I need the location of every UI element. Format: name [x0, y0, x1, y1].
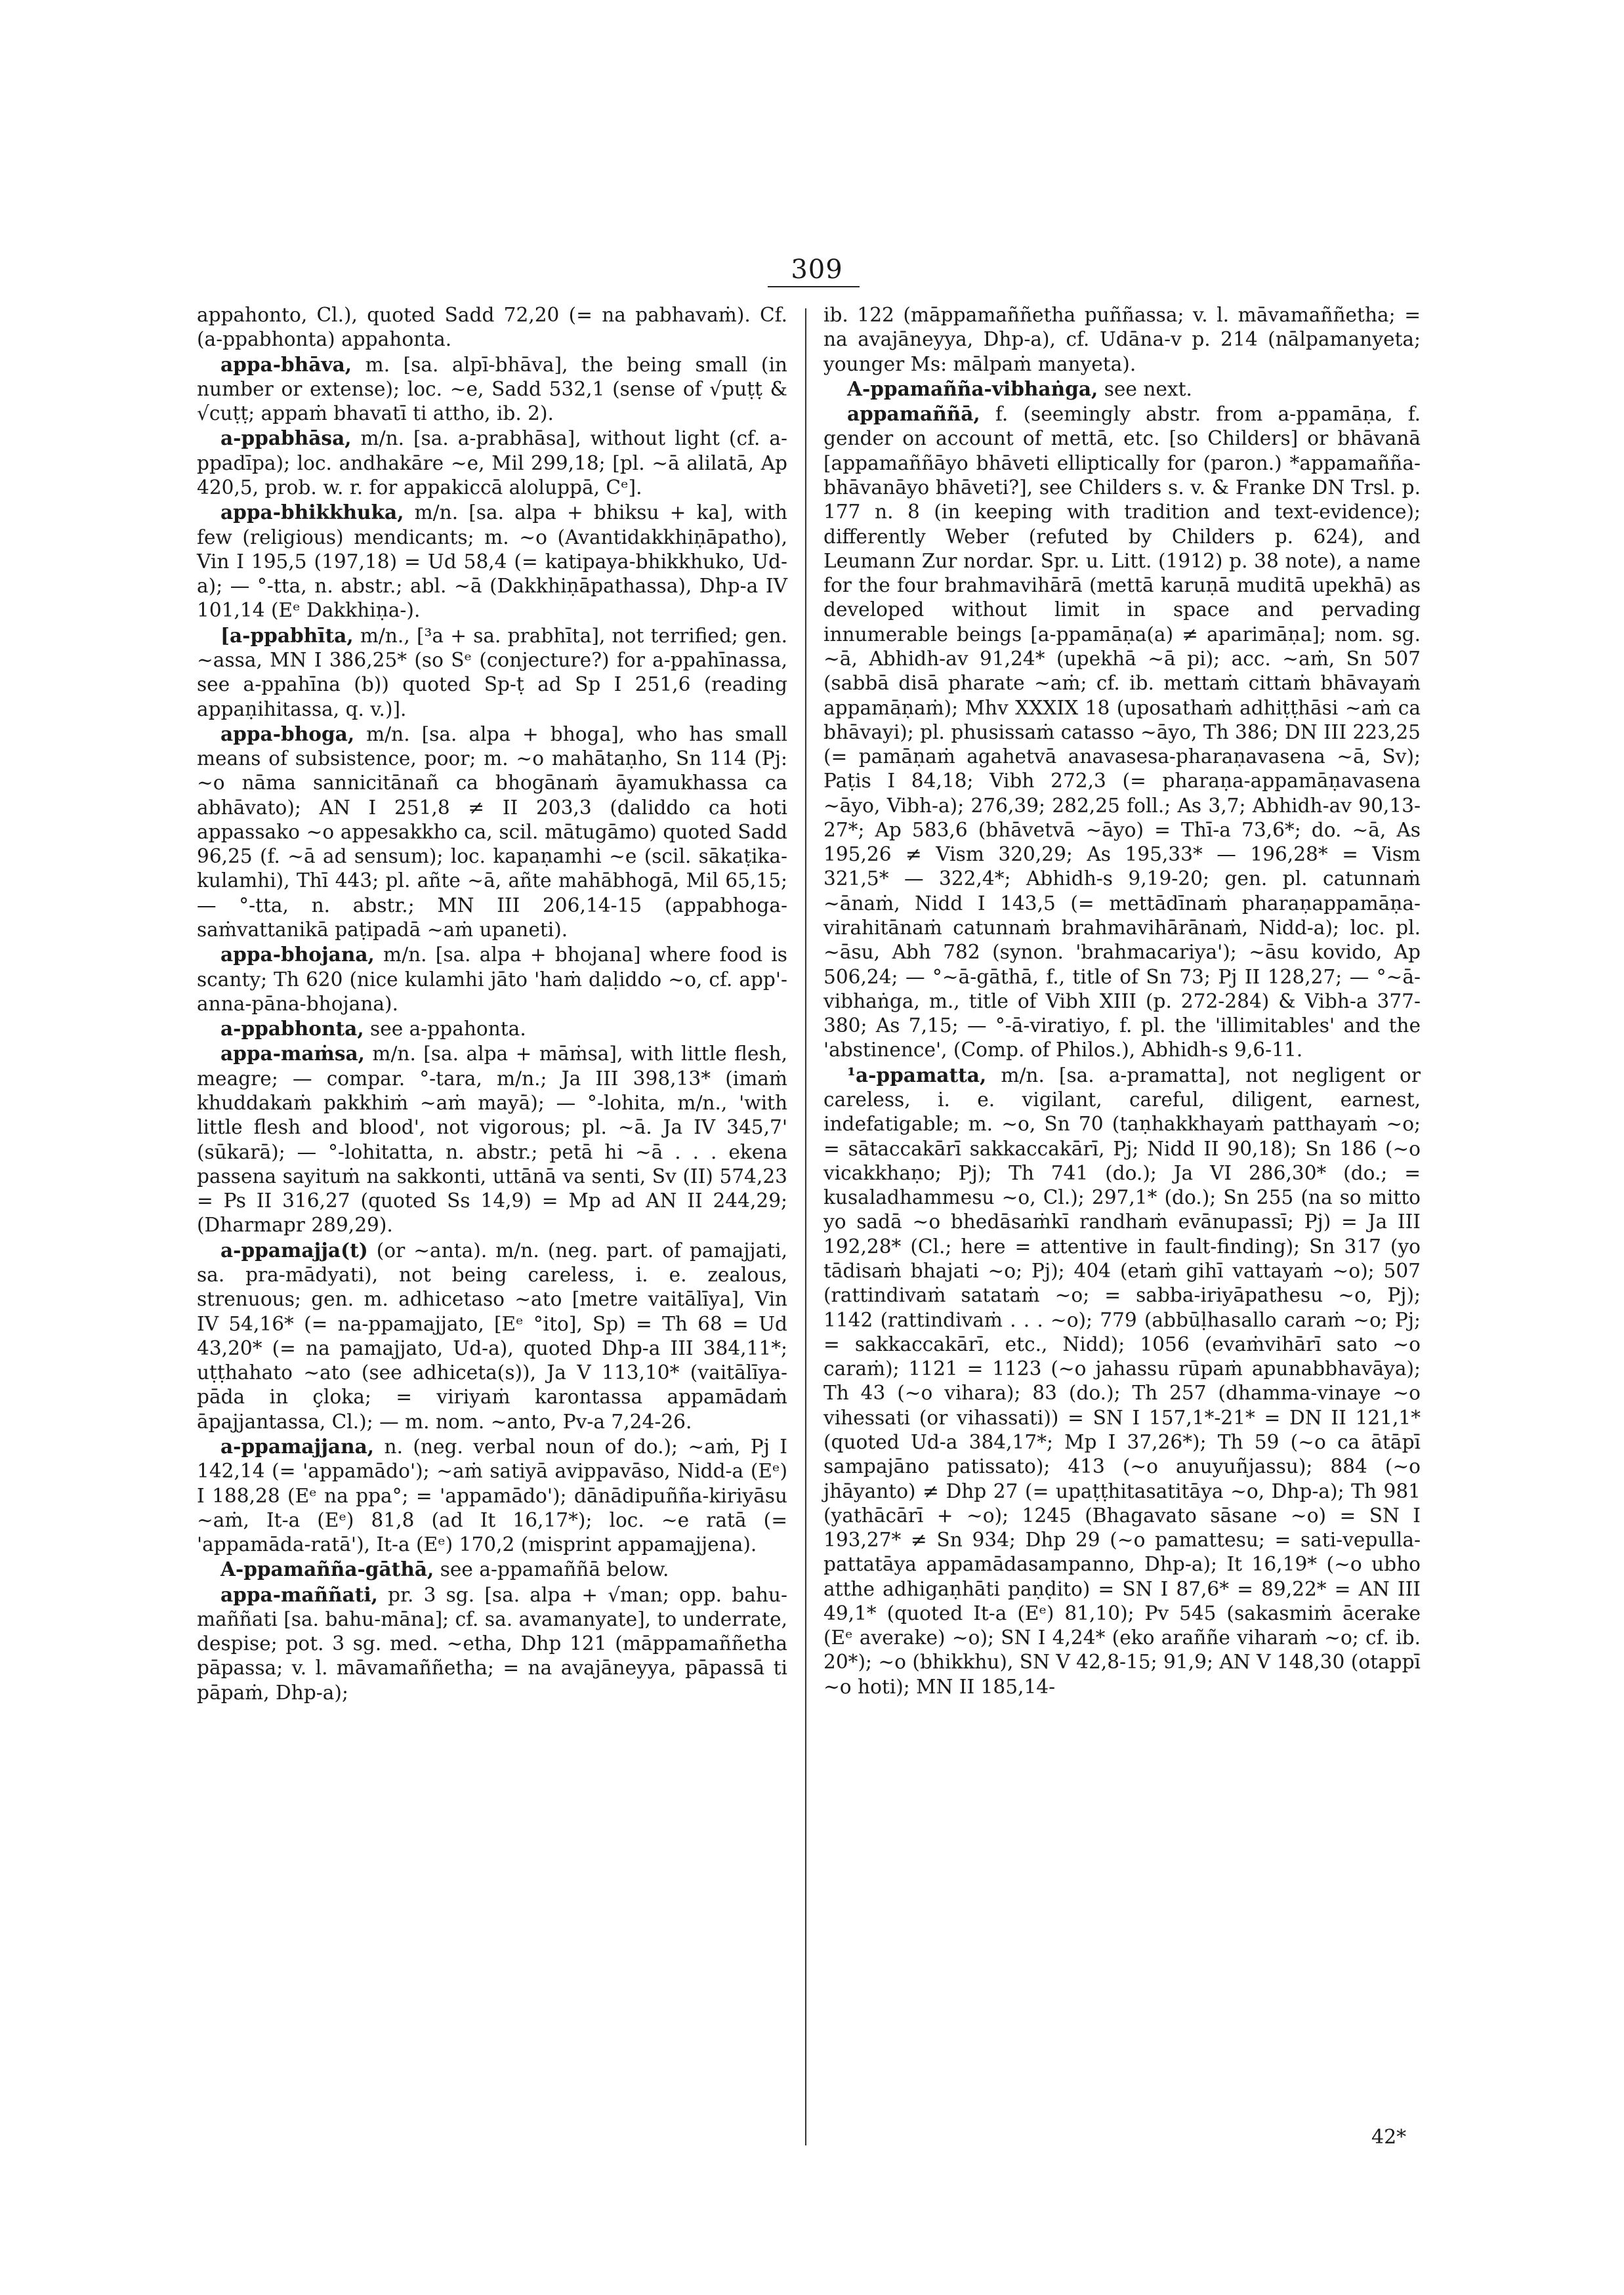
headword: a-ppabhonta, [220, 1017, 364, 1041]
entry-text: m/n. [sa. a-pramatta], not negligent or careless, i. e. vigilant, careful, diligent, earnest, indefatigable; m. ~o, Sn 70 (taṇhakkhayaṁ patthayaṁ ~o; = sātaccakārī sakkaccakārī, Pj; Nidd II 90,18); Sn 186 (~o vicakkhaṇo; Pj); Th 741 (do.); Ja VI 286,30* (do.; = kusaladhammesu ~o, Cl.); 297,1* (do.); Sn 255 (na so mitto yo sadā ~o bhedāsaṁkī randhaṁ evānupassī; Pj) = Ja III 192,28* (Cl.; here = attentive in fault-finding); Sn 317 (yo tādisaṁ bhajati ~o; Pj); 404 (etaṁ gihī vattayaṁ ~o); 507 (rattindivaṁ satataṁ ~o; = sabba-iriyāpathesu ~o, Pj); 1142 (rattindivaṁ . . . ~o); 779 (abbūḷhasallo caraṁ ~o; Pj; = sakkaccakārī, etc., Nidd); 1056 (evaṁvihārī sato ~o caraṁ); 1121 = 1123 (~o jahassu rūpaṁ apunabbhavāya); Th 43 (~o vihara); 83 (do.); Th 257 (dhamma-vinaye ~o vihessati (or vihassati)) = SN I 157,1*-21* = DN II 121,1* (quoted Ud-a 384,17*; Mp I 37,26*); Th 59 (~o ca ātāpī sampajāno patissato); 413 (~o anuyuñjassu); 884 (~o jhāyanto) ≠ Dhp 27 (= upaṭṭhitasatitāya ~o, Dhp-a); Th 981 (yathācārī + ~o); 1245 (Bhagavato sāsane ~o) = SN I 193,27* ≠ Sn 934; Dhp 29 (~o pamattesu; = sati-vepulla-pattatāya appamādasampanno, Dhp-a); It 16,19* (~o ubho atthe adhigaṇhāti paṇḍito) = SN I 87,6* = 89,22* = AN III 49,1* (quoted It-a (Eᵉ) 81,10); Pv 545 (sakasmiṁ ācerake (Eᵉ averake) ~o); SN I 4,24* (eko araññe viharaṁ ~o; cf. ib. 20*); ~o (bhikkhu), SN V 42,8-15; 91,9; AN V 148,30 (otappī ~o hoti); MN II 185,14- [823, 1064, 1421, 1698]
left-entry [197, 426, 787, 500]
left-entry [197, 942, 787, 1016]
headword: A-ppamañña-vibhaṅga, [847, 377, 1098, 400]
signature-mark: 42* [1371, 2126, 1407, 2149]
entry-text: n. (neg. verbal noun of do.); ~aṁ, Pj I 142,14 (= 'appamādo'); ~aṁ satiyā avippavāso, Nidd-a (Eᵉ) I 188,28 (Eᵉ na ppa°; = 'appamādo'); dānādipuñña-kiriyāsu ~aṁ, It-a (Eᵉ) 81,8 (ad It 16,17*); loc. ~e ratā (= 'appamāda-ratā'), It-a (Eᵉ) 170,2 (misprint appamajjena). [197, 1435, 787, 1556]
headword: a-ppamajja(t) [220, 1238, 368, 1262]
entry-text: m/n. [sa. alpa + māṁsa], with little flesh, meagre; — compar. °-tara, m/n.; Ja III 398,13* (imaṁ khuddakaṁ pakkhiṁ ~aṁ mayā); — °-lohita, m/n., 'with little flesh and blood', not vigorous; pl. ~ā. Ja IV 345,7' (sūkarā); — °-lohitatta, n. abstr.; petā hi ~ā . . . ekena passena sayituṁ na sakkonti, uttānā va senti, Sv (II) 574,23 = Ps II 316,27 (quoted Ss 14,9) = Mp ad AN II 244,29; (Dharmapr 289,29). [197, 1043, 787, 1237]
left-entry [197, 303, 787, 352]
headword: [a-ppabhīta, [220, 623, 354, 647]
entry-text: f. (seemingly abstr. from a-ppamāṇa, f. gender on account of mettā, etc. [so Childers] or bhāvanā [appamaññāyo bhāveti elliptically for (paron.) *appamañña-bhāvanāyo bhāveti?], see Childers s. v. & Franke DN Trsl. p. 177 n. 8 (in keeping with tradition and text-evidence); differently Weber (refuted by Childers p. 624), and Leumann Zur nordar. Spr. u. Litt. (1912) p. 38 note), a name for the four brahmavihārā (mettā karuṇā muditā upekhā) as developed without limit in space and pervading innumerable beings [a-ppamāṇa(a) ≠ aparimāṇa]; nom. sg. ~ā, Abhidh-av 91,24* (upekhā ~ā pi); acc. ~aṁ, Sn 507 (sabbā disā pharate ~aṁ; cf. ib. mettaṁ cittaṁ bhāvayaṁ appamāṇaṁ); Mhv XXXIX 18 (uposathaṁ adhiṭṭhāsi ~aṁ ca bhāvayi); pl. phusissaṁ catasso ~āyo, Th 386; DN III 223,25 (= pamāṇaṁ agahetvā anavasesa-pharaṇavasena ~ā, Sv); Paṭis I 84,18; Vibh 272,3 (= pharaṇa-appamāṇavasena ~āyo, Vibh-a); 276,39; 282,25 foll.; As 3,7; Abhidh-av 90,13-27*; Ap 583,6 (bhāvetvā ~āyo) = Thī-a 73,6*; do. ~ā, As 195,26 ≠ Vism 320,29; As 195,33* — 196,28* = Vism 321,5* — 322,4*; Abhidh-s 9,19-20; gen. pl. catunnaṁ ~ānaṁ, Nidd I 143,5 (= mettādīnaṁ pharaṇappamāṇa-virahitānaṁ catunnaṁ brahmavihārānaṁ, Nidd-a); loc. pl. ~āsu, Abh 782 (synon. 'brahmacariya'); ~āsu kovido, Ap 506,24; — °~ā-gāthā, f., title of Sn 73; Pj II 128,27; — °~ā-vibhaṅga, m., title of Vibh XIII (p. 272-284) & Vibh-a 377-380; As 7,15; — °-ā-viratiyo, f. pl. the 'illimitables' and the 'abstinence', (Comp. of Philos.), Abhidh-s 9,6-11. [823, 403, 1421, 1062]
entry-text: m. [sa. alpī-bhāva], the being small (in number or extense); loc. ~e, Sadd 532,1 (sense of √puṭṭ & √cuṭṭ; appaṁ bhavatī ti attho, ib. 2). [197, 353, 787, 425]
entry-text: ib. 122 (māppamaññetha puññassa; v. l. māvamaññetha; = na avajāneyya, Dhp-a), cf. Udāna-v p. 214 (nālpamanyeta; younger Ms: mālpaṁ manyeta). [823, 304, 1421, 375]
entry-text: m/n. [sa. alpa + bhiksu + ka], with few (religious) mendicants; m. ~o (Avantidakkhiṇāpatho), Vin I 195,5 (197,18) = Ud 58,4 (= katipaya-bhikkhuko, Ud-a); — °-tta, n. abstr.; abl. ~ā (Dakkhiṇāpathassa), Dhp-a IV 101,14 (Eᵉ Dakkhiṇa-). [197, 501, 787, 622]
left-entry [197, 1238, 787, 1434]
entry-text: m/n. [sa. alpa + bhoga], who has small means of subsistence, poor; m. ~o mahātaṇho, Sn 114 (Pj: ~o nāma sannicitānañ ca bhogānaṁ āyamukhassa ca abhāvato); AN I 251,8 ≠ II 203,3 (daliddo ca hoti appassako ~o appesakkho ca, scil. mātugāmo) quoted Sadd 96,25 (f. ~ā ad sensum); loc. kapaṇamhi ~e (scil. sākaṭika-kulamhi), Thī 443; pl. añte ~ā, añte mahābhogā, Mil 65,15; — °-tta, n. abstr.; MN III 206,14-15 (appabhoga-saṁvattanikā paṭipadā ~aṁ upaneti). [197, 722, 787, 941]
headword: a-ppamajjana, [220, 1434, 375, 1458]
right-entry [823, 377, 1421, 402]
entry-text: (or ~anta). m/n. (neg. part. of pamajjati, sa. pra-mādyati), not being careless, i. e. zealous, strenuous; gen. m. adhicetaso ~ato [metre vaitālīya], Vin IV 54,16* (= na-ppamajjato, [Eᵉ °ito], Sp) = Th 68 = Ud 43,20* (= na pamajjato, Ud-a), quoted Dhp-a III 384,11*; uṭṭhahato ~ato (see adhiceta(s)), Ja V 113,10* (vaitālīya-pāda in çloka; = viriyaṁ karontassa appamādaṁ āpajjantassa, Cl.); — m. nom. ~anto, Pv-a 7,24-26. [197, 1239, 787, 1433]
left-entry [197, 1041, 787, 1237]
entry-text: see a-ppamaññā below. [434, 1558, 669, 1581]
right-column [823, 303, 1421, 1699]
entry-text: m/n. [sa. a-prabhāsa], without light (cf. a-ppadīpa); loc. andhakāre ~e, Mil 299,18; [pl. ~ā alilatā, Ap 420,5, prob. w. r. for appakiccā aloluppā, Cᵉ]. [197, 427, 787, 499]
headword: ¹a-ppamatta, [847, 1063, 987, 1086]
entry-text: m/n. [sa. alpa + bhojana] where food is scanty; Th 620 (nice kulamhi jāto 'haṁ daḷiddo ~o, cf. app'-anna-pāna-bhojana). [197, 943, 787, 1015]
entry-text: pr. 3 sg. [sa. alpa + √man; opp. bahu-maññati [sa. bahu-māna]; cf. sa. avamanyate], to underrate, despise; pot. 3 sg. med. ~etha, Dhp 121 (māppamaññetha pāpassa; v. l. māvamaññetha; = na avajāneyya, pāpassā ti pāpaṁ, Dhp-a); [197, 1583, 787, 1704]
headword: appa-maññati, [220, 1582, 378, 1606]
left-entry [197, 722, 787, 943]
entry-text: see next. [1098, 377, 1192, 400]
headword: A-ppamañña-gāthā, [220, 1558, 434, 1581]
headword: appa-maṁsa, [220, 1042, 365, 1065]
left-entry [197, 500, 787, 623]
header-rule [768, 286, 860, 287]
right-entry [823, 303, 1421, 377]
headword: appa-bhojana, [220, 943, 375, 966]
left-entry [197, 1582, 787, 1705]
headword: a-ppabhāsa, [220, 426, 352, 450]
headword: appamaññā, [847, 402, 980, 426]
headword: appa-bhikkhuka, [220, 501, 404, 524]
right-entry [823, 402, 1421, 1063]
page-number: 309 [791, 255, 843, 285]
entry-text: see a-ppahonta. [364, 1018, 526, 1041]
column-separator [805, 308, 806, 2145]
left-entry [197, 1016, 787, 1041]
left-entry [197, 1434, 787, 1557]
entry-text: m/n., [³a + sa. prabhīta], not terrified; gen. ~assa, MN I 386,25* (so Sᵉ (conjecture?) for a-ppahīnassa, see a-ppahīna (b)) quoted Sp-ṭ ad Sp I 251,6 (reading appaṇihitassa, q. v.)]. [197, 624, 787, 720]
right-entry [823, 1063, 1421, 1699]
entry-text: appahonto, Cl.), quoted Sadd 72,20 (= na pabhavaṁ). Cf. (a-ppabhonta) appahonta. [197, 304, 787, 351]
left-column [197, 303, 787, 1705]
headword: appa-bhoga, [220, 722, 355, 745]
headword: appa-bhāva, [220, 352, 352, 376]
left-entry [197, 1557, 787, 1582]
left-entry [197, 352, 787, 426]
left-entry [197, 623, 787, 722]
